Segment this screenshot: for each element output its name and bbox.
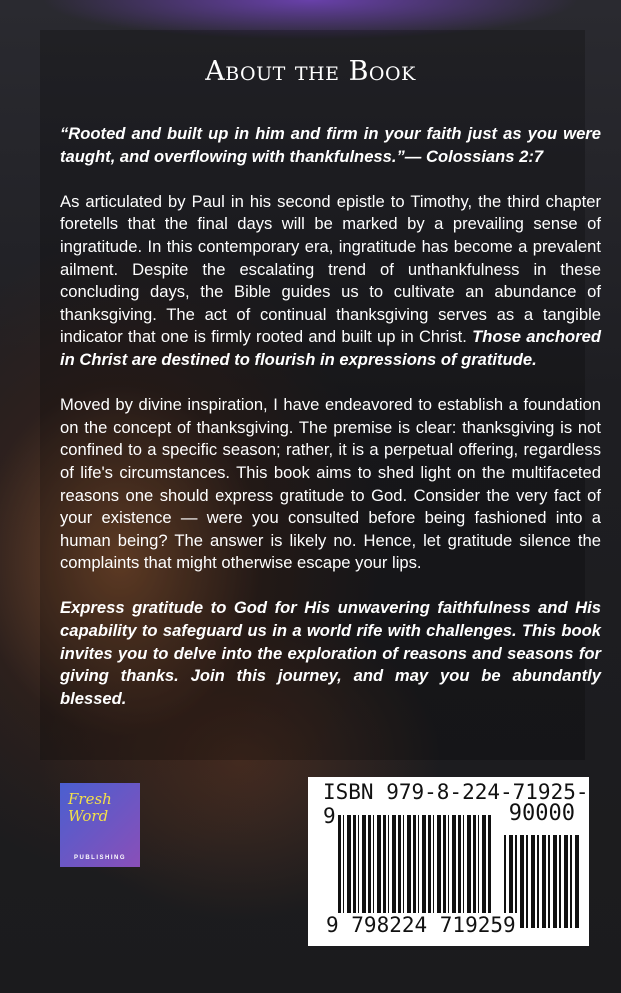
publisher-logo — [60, 783, 140, 867]
ean-digits: 9 798224 719259 — [326, 913, 516, 937]
isbn-barcode — [308, 777, 589, 946]
paragraph-3: Express gratitude to God for His unwavering faithfulness and His capability to safeguard us in a world rife with challenges. This book invites you to delve into the exploration of reasons and seasons for giving thanks. Join this journey, and may you be abundantly blessed. — [60, 598, 601, 708]
book-description — [60, 123, 601, 733]
publisher-logo-name: Fresh Word — [68, 790, 112, 825]
paragraph-1-text: As articulated by Paul in his second epistle to Timothy, the third chapter foretells that the final days will be marked by a prevailing sense of ingratitude. In this contemporary era, ingratitude has become a prevalent ailment. Despite the escalating trend of unthankfulness in these concluding days, the Bible guides us to cultivate an abundance of thanksgiving. The act of continual thanksgiving serves as a tangible indicator that one is firmly rooted and built up in Christ. — [60, 191, 601, 347]
paragraph-1-emphasis: Those anchored in Christ are destined to flourish in expressions of gratitude. — [60, 327, 601, 369]
paragraph-1 — [60, 191, 601, 372]
isbn-number: ISBN 979-8-224-71925-9 — [323, 780, 589, 828]
epigraph-quote: “Rooted and built up in him and firm in your faith just as you were taught, and overflowing with thankfulness.”— Colossians 2:7 — [60, 124, 601, 166]
publisher-logo-sub: PUBLISHING — [73, 855, 126, 861]
paragraph-2: Moved by divine inspiration, I have endeavored to establish a foundation on the concept of thanksgiving. The premise is clear: thanksgiving is not confined to a specific season; rather, it is a perpetual offering, regardless of life's circumstances. This book aims to shed light on the multifaceted reasons one should express gratitude to God. Consider the very fact of your existence — were you consulted before being fashioned into a human being? The answer is likely no. Hence, let gratitude silence the complaints that might otherwise escape your lips. — [60, 395, 601, 573]
barcode-bars — [338, 815, 493, 925]
price-addon: 90000 — [508, 801, 575, 826]
section-title: About the Book — [205, 56, 416, 87]
